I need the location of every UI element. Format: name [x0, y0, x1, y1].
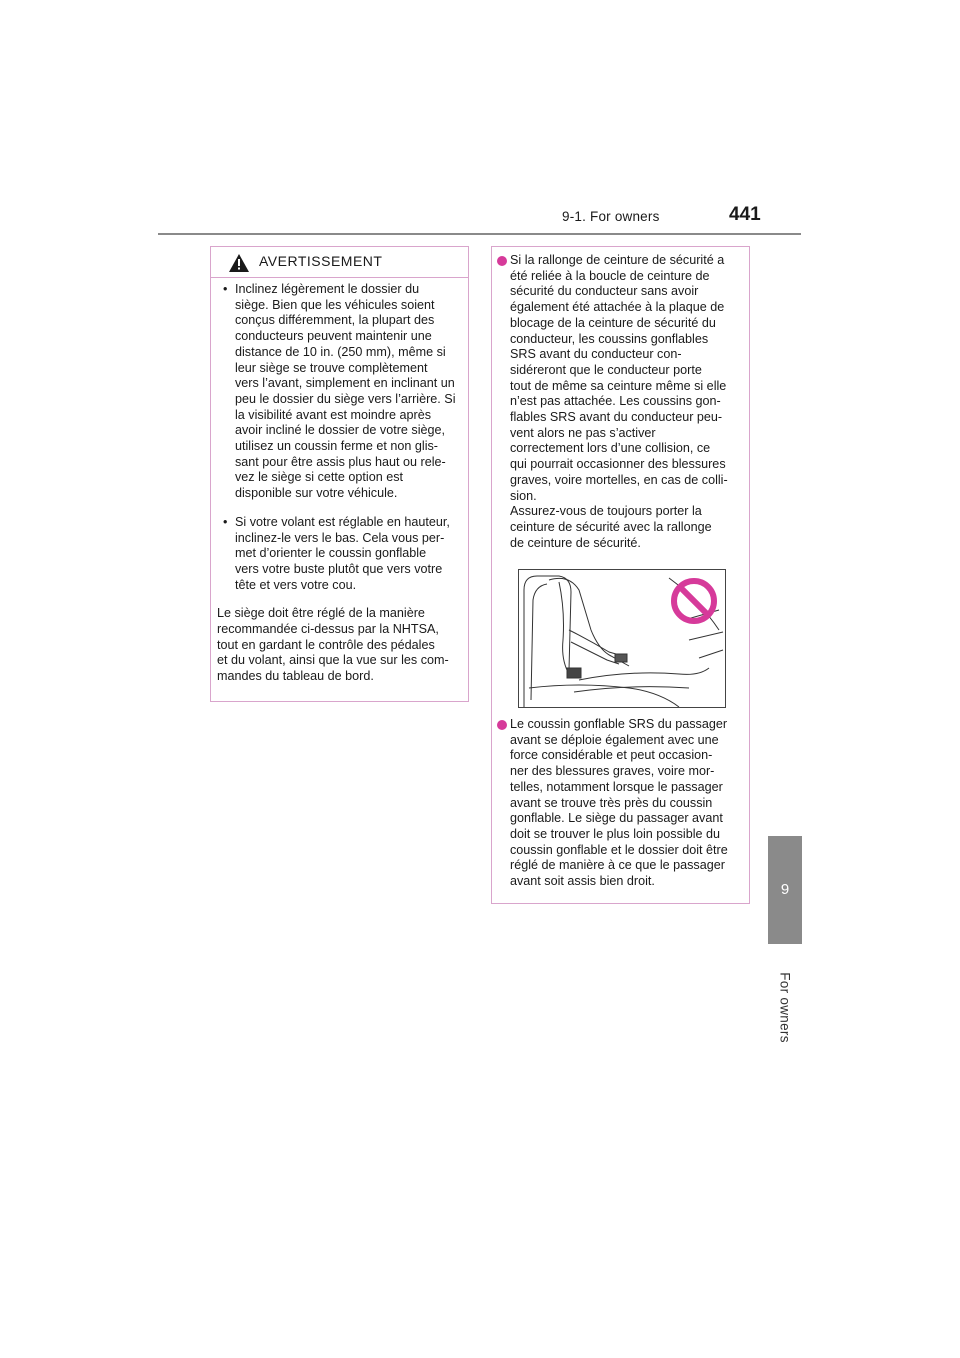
bullet-mark: •	[223, 282, 228, 296]
text-line: vers l’avant, simplement en inclinant un	[235, 376, 455, 391]
chapter-tab-number: 9	[780, 881, 790, 898]
text-line: Le siège doit être réglé de la manière	[217, 606, 425, 621]
seatbelt-illustration	[518, 569, 726, 708]
text-line: utilisez un coussin ferme et non glis-	[235, 439, 438, 454]
text-line: et du volant, ainsi que la vue sur les com-	[217, 653, 449, 668]
text-line: avoir incliné le dossier de votre siège,	[235, 423, 446, 438]
text-line: ner des blessures graves, voire mor-	[510, 764, 715, 779]
warning-bullet	[217, 282, 461, 502]
chapter-side-label: For owners	[777, 972, 793, 1043]
text-line: peu le dossier du siège vers l’arrière. Si	[235, 391, 456, 406]
text-line: sant pour être assis plus haut ou rele-	[235, 454, 446, 469]
page-number: 441	[729, 204, 761, 225]
warning-bullet	[217, 515, 461, 594]
text-line: avant se déploie également avec une	[510, 732, 719, 747]
right-content	[497, 253, 745, 551]
text-line: leur siège se trouve complètement	[235, 360, 428, 375]
bullet-mark: •	[223, 514, 228, 529]
text-line: inclinez-le vers le bas. Cela vous per-	[235, 530, 445, 545]
text-line: vent alors ne pas s’activer	[510, 425, 656, 440]
text-line: SRS avant du conducteur con-	[510, 347, 682, 362]
prohibited-icon	[669, 576, 719, 626]
text-line: telles, notamment lorsque le passager	[510, 779, 723, 794]
text-line: de ceinture de sécurité.	[510, 535, 641, 550]
warning-continuation-box	[491, 246, 750, 904]
warning-box	[210, 246, 469, 702]
text-line: Le coussin gonflable SRS du passager	[510, 717, 728, 731]
text-line: Si la rallonge de ceinture de sécurité a	[510, 253, 725, 267]
text-line: conducteurs peuvent maintenir une	[235, 329, 432, 344]
warning-content	[217, 282, 461, 685]
text-line: graves, voire mortelles, en cas de colli-	[510, 472, 728, 487]
text-line: correctement lors d’une collision, ce	[510, 441, 711, 456]
text-line: sidéreront que le conducteur porte	[510, 362, 702, 377]
text-line: réglé de manière à ce que le passager	[510, 858, 725, 873]
text-line: également été attachée à la plaque de	[510, 300, 725, 315]
pink-bullet-icon	[497, 256, 507, 266]
text-line: coussin gonflable et le dossier doit être	[510, 842, 728, 857]
text-line: conducteur, les coussins gonflables	[510, 331, 709, 346]
list-item	[497, 717, 745, 890]
text-line: avant soit assis bien droit.	[510, 874, 655, 889]
text-line: recommandée ci-dessus par la NHTSA,	[217, 622, 439, 637]
text-line: sion.	[510, 488, 537, 503]
text-line: distance de 10 in. (250 mm), même si	[235, 344, 446, 359]
warning-header	[211, 247, 468, 278]
text-line: Si votre volant est réglable en hauteur,	[235, 514, 450, 529]
text-line: la visibilité avant est moindre après	[235, 407, 431, 422]
text-line: met d’orienter le coussin gonflable	[235, 546, 427, 561]
text-line: été reliée à la boucle de ceinture de	[510, 268, 710, 283]
text-line: tout de même sa ceinture même si elle	[510, 378, 727, 393]
text-line: tout en gardant le contrôle des pédales	[217, 637, 435, 652]
text-line: gonflable. Le siège du passager avant	[510, 811, 723, 826]
warning-closing-paragraph	[217, 606, 461, 685]
text-line: n’est pas attachée. Les coussins gon-	[510, 394, 721, 409]
chapter-tab	[768, 836, 802, 944]
list-item	[497, 253, 745, 551]
section-header: 9-1. For owners	[562, 209, 660, 224]
pink-bullet-icon	[497, 720, 507, 730]
text-line: tête et vers votre cou.	[235, 577, 357, 592]
text-line: force considérable et peut occasion-	[510, 748, 713, 763]
warning-title: AVERTISSEMENT	[259, 253, 383, 269]
header-rule	[158, 233, 801, 235]
text-line: conçus différemment, la plupart des	[235, 313, 435, 328]
text-line: blocage de la ceinture de sécurité du	[510, 315, 716, 330]
text-line: doit se trouver le plus loin possible du	[510, 826, 721, 841]
text-line: mandes du tableau de bord.	[217, 669, 374, 684]
text-line: disponible sur votre véhicule.	[235, 486, 398, 501]
text-line: sécurité du conducteur sans avoir	[510, 284, 699, 299]
text-line: flables SRS avant du conducteur peu-	[510, 410, 723, 425]
text-line: avant se trouve très près du coussin	[510, 795, 713, 810]
text-line: Inclinez légèrement le dossier du	[235, 282, 420, 296]
text-line: vez le siège si cette option est	[235, 470, 404, 485]
text-line: qui pourrait occasionner des blessures	[510, 457, 726, 472]
text-line: Assurez-vous de toujours porter la	[510, 504, 702, 519]
text-line: ceinture de sécurité avec la rallonge	[510, 519, 712, 534]
warning-icon	[229, 254, 249, 272]
text-line: siège. Bien que les véhicules soient	[235, 297, 435, 312]
text-line: vers votre buste plutôt que vers votre	[235, 561, 443, 576]
